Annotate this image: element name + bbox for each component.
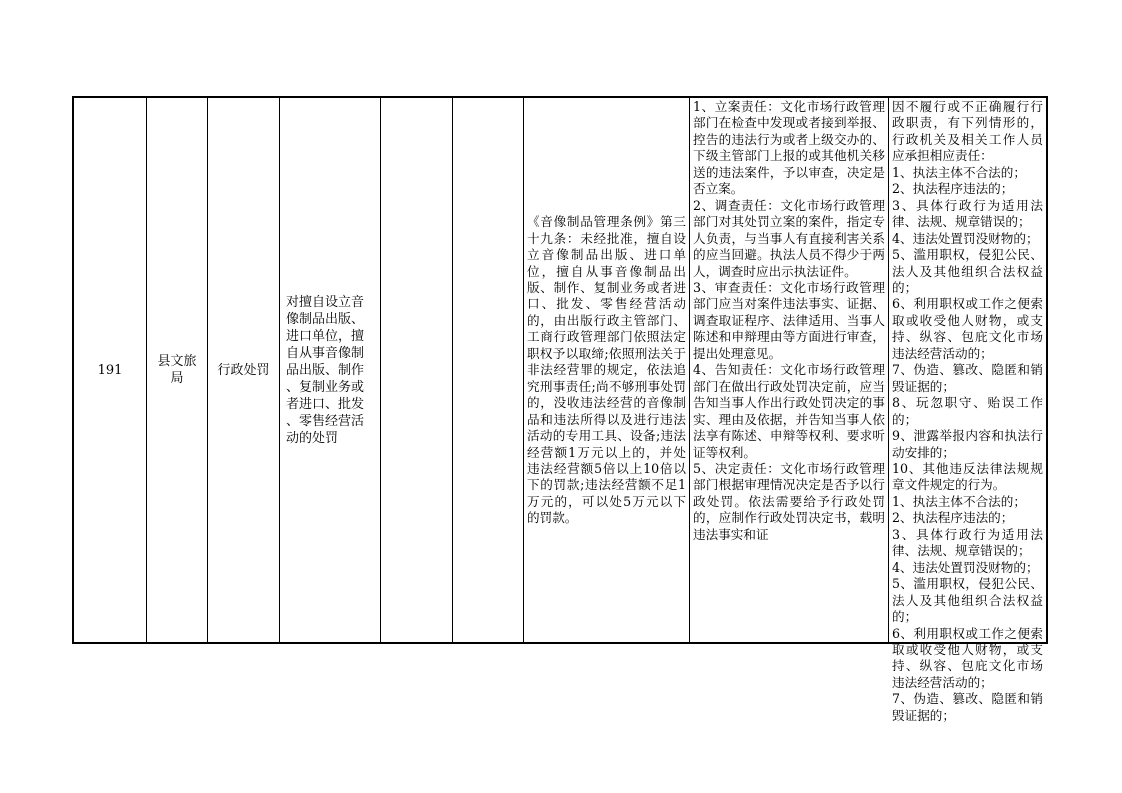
accountability-text: 因不履行或不正确履行行政职责，有下列情形的，行政机关及相关工作人员应承担相应责任： 1、执法主体不合法的； 2、执法程序违法的； 3、具体行政行为适用法律、法规、规章错误的； 4、违法处置罚没财物的； 5、滥用职权，侵犯公民、法人及其他组织合法权益的； 6、利用职权或工作之便索取或收受他人财物，或支持、纵容、包庇文化市场违法经营活动的； 7、伪造、篡改、隐匿和销毁证据的； 8、玩忽职守、贻误工作的； 9、泄露举报内容和执法行动安排的； 10、其他违反法律法规规章文件规定的行为。 1、执法主体不合法的； 2、执法程序违法的； 3、具体行政行为适用法律、法规、规章错误的； 4、违法处置罚没财物的； 5、滥用职权，侵犯公民、法人及其他组织合法权益的； 6、利用职权或工作之便索取或收受他人财物，或支持、纵容、包庇文化市场违法经营活动的； 7、伪造、篡改、隐匿和销毁证据的； bbox=[892, 99, 1043, 723]
sub-item-cell bbox=[381, 98, 453, 642]
category-cell bbox=[208, 98, 280, 642]
accountability-cell bbox=[889, 98, 1046, 723]
seq-number: 191 bbox=[97, 362, 123, 378]
item-name-cell bbox=[280, 98, 381, 642]
seq-cell bbox=[74, 98, 147, 642]
responsibility-text: 1、立案责任：文化市场行政管理部门在检查中发现或者接到举报、控告的违法行为或者上级交办的、下级主管部门上报的或其他机关移送的违法案件，予以审查，决定是否立案。 2、调查责任：文化市场行政管理部门对其处罚立案的案件，指定专人负责，与当事人有直接利害关系的应当回避。执法人员不得少于两人，调查时应出示执法证件。 3、审查责任：文化市场行政管理部门应当对案件违法事实、证据、调查取证程序、法律适用、当事人陈述和申辩理由等方面进行审查，提出处理意见。 4、告知责任：文化市场行政管理部门在做出行政处罚决定前，应当告知当事人作出行政处罚决定的事实、理由及依据，并告知当事人依法享有陈述、申辩等权利、要求听证等权利。 5、决定责任：文化市场行政管理部门根据审理情况决定是否予以行政处罚。依法需要给予行政处罚的，应制作行政处罚决定书，载明违法事实和证 bbox=[693, 99, 885, 542]
power-category: 行政处罚 bbox=[217, 362, 270, 378]
blank-cell bbox=[453, 98, 524, 642]
responsibility-cell bbox=[690, 98, 889, 642]
legal-basis: 《音像制品管理条例》第三十九条：未经批准，擅自设立音像制品出版、进口单位，擅自从事音像制品出版、制作、复制业务或者进口、批发、零售经营活动的，由出版行政主管部门、工商行政管理部门依照法定职权予以取缔;依照刑法关于非法经营罪的规定，依法追究刑事责任;尚不够刑事处罚的，没收违法经营的音像制品和违法所得以及进行违法活动的专用工具、设备;违法经营额1万元以上的，并处违法经营额5倍以上10倍以下的罚款;违法经营额不足1万元的，可以处5万元以下的罚款。 bbox=[527, 214, 686, 526]
basis-cell bbox=[524, 98, 690, 642]
department-cell bbox=[147, 98, 208, 642]
item-name: 对擅自设立音 像制品出版、 进口单位，擅 自从事音像制 品出版、制作 、复制业务或 者进口、批发 、零售经营活 动的处罚 bbox=[286, 294, 365, 446]
document-table bbox=[72, 96, 1048, 723]
department-name: 县文旅 局 bbox=[157, 354, 197, 386]
